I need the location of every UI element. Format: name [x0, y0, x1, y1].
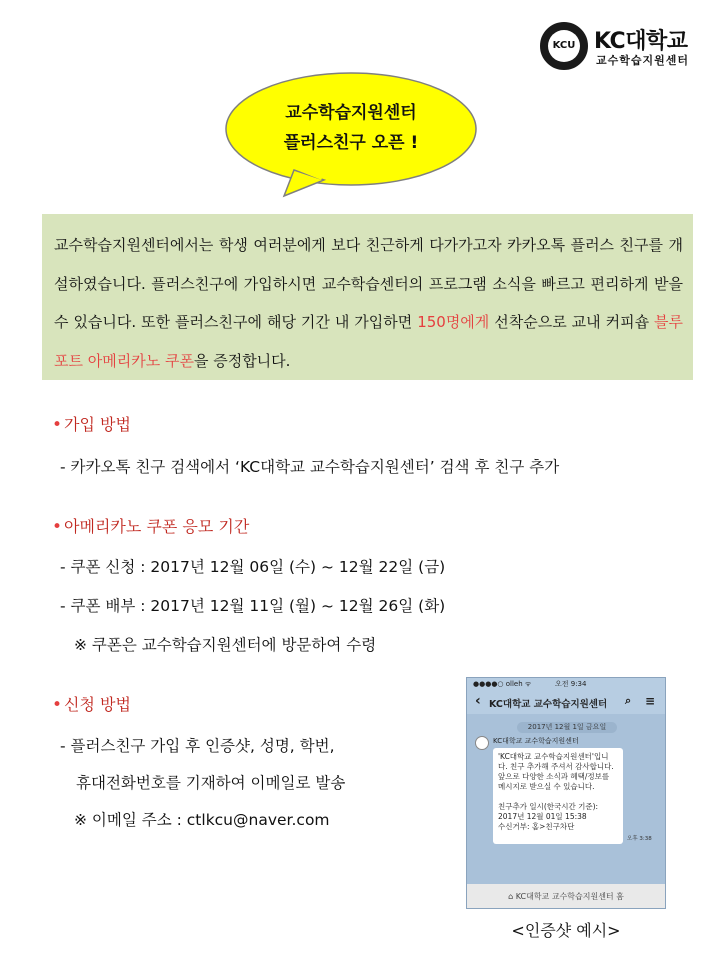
chat-title-bar	[467, 690, 665, 714]
coupon-distribute-line: - 쿠폰 배부 : 2017년 12월 11일 (월) ~ 12월 26일 (화)	[60, 597, 446, 615]
intro-text-2: 선착순으로 교내 커피숍	[489, 313, 655, 331]
join-method-line: - 카카오톡 친구 검색에서 ‘KC대학교 교수학습지원센터’ 검색 후 친구 추가	[60, 458, 560, 476]
bullet-icon: •	[52, 517, 63, 537]
date-chip: 2017년 12월 1일 금요일	[517, 722, 617, 733]
back-arrow-icon: ‹	[475, 693, 481, 709]
intro-text-3: 을 증정합니다.	[193, 351, 291, 370]
message-time: 오후 3:38	[627, 836, 652, 842]
chat-home-bar: ⌂ KC대학교 교수학습지원센터 홈	[467, 884, 665, 909]
chat-message-bubble: 'KC대학교 교수학습지원센터'입니다. 친구 추가해 주셔서 감사합니다. 앞으로 다양한 소식과 혜택/정보를 메시지로 받으실 수 있습니다. 친구추가 일시(한국시간 기준): 2017년 12월 01일 15:38 수신거부: 홈>친구차단	[493, 748, 623, 844]
kc-university-logo	[540, 20, 700, 78]
logo-subname: 교수학습지원센터	[596, 54, 690, 67]
section-coupon-period-title: • 아메리카노 쿠폰 응모 기간	[52, 517, 250, 537]
kakao-screenshot-example	[466, 677, 666, 909]
logo-name: KC대학교	[594, 29, 688, 54]
carrier-text: ●●●●○ olleh ᯤ	[473, 680, 532, 688]
intro-paragraph	[42, 214, 693, 380]
university-seal-icon	[540, 22, 588, 70]
bullet-icon: •	[52, 415, 63, 435]
email-address-line: ※ 이메일 주소 : ctlkcu@naver.com	[74, 811, 330, 829]
seal-text: KCU	[548, 30, 580, 62]
intro-highlight-coupon: 블루포트 아메리카노 쿠폰	[54, 313, 683, 370]
apply-method-line-1: - 플러스친구 가입 후 인증샷, 성명, 학번,	[60, 737, 335, 755]
headline-text	[224, 98, 478, 158]
coupon-note-line: ※ 쿠폰은 교수학습지원센터에 방문하여 수령	[74, 636, 377, 654]
headline-bubble	[224, 70, 478, 198]
sender-name: KC대학교 교수학습지원센터	[493, 737, 579, 745]
headline-line-2: 플러스친구 오픈 !	[283, 133, 419, 153]
apply-method-line-2: 휴대전화번호를 기재하여 이메일로 발송	[76, 774, 346, 792]
screenshot-caption: <인증샷 예시>	[511, 921, 621, 940]
sender-avatar	[475, 736, 489, 750]
bullet-icon: •	[52, 695, 63, 715]
section-join-method-title: • 가입 방법	[52, 415, 131, 435]
intro-text-1: 교수학습지원센터에서는 학생 여러분에게 보다 친근하게 다가가고자 카카오톡 플러스 친구를 개설하였습니다. 플러스친구에 가입하시면 교수학습센터의 프로그램 소식을 빠르고 편리하게 받을 수 있습니다. 또한 플러스친구에 해당 기간 내 가입하면	[54, 236, 683, 331]
coupon-apply-line: - 쿠폰 신청 : 2017년 12월 06일 (수) ~ 12월 22일 (금)	[60, 558, 446, 576]
phone-status-bar	[467, 678, 665, 690]
section-apply-method-title: • 신청 방법	[52, 695, 131, 715]
status-time: 오전 9:34	[555, 680, 587, 688]
chat-title: KC대학교 교수학습지원센터	[489, 699, 608, 710]
intro-highlight-count: 150명에게	[417, 313, 490, 331]
headline-line-1: 교수학습지원센터	[285, 103, 417, 123]
menu-icon: ≡	[645, 694, 656, 708]
search-icon: ⌕	[625, 694, 632, 707]
